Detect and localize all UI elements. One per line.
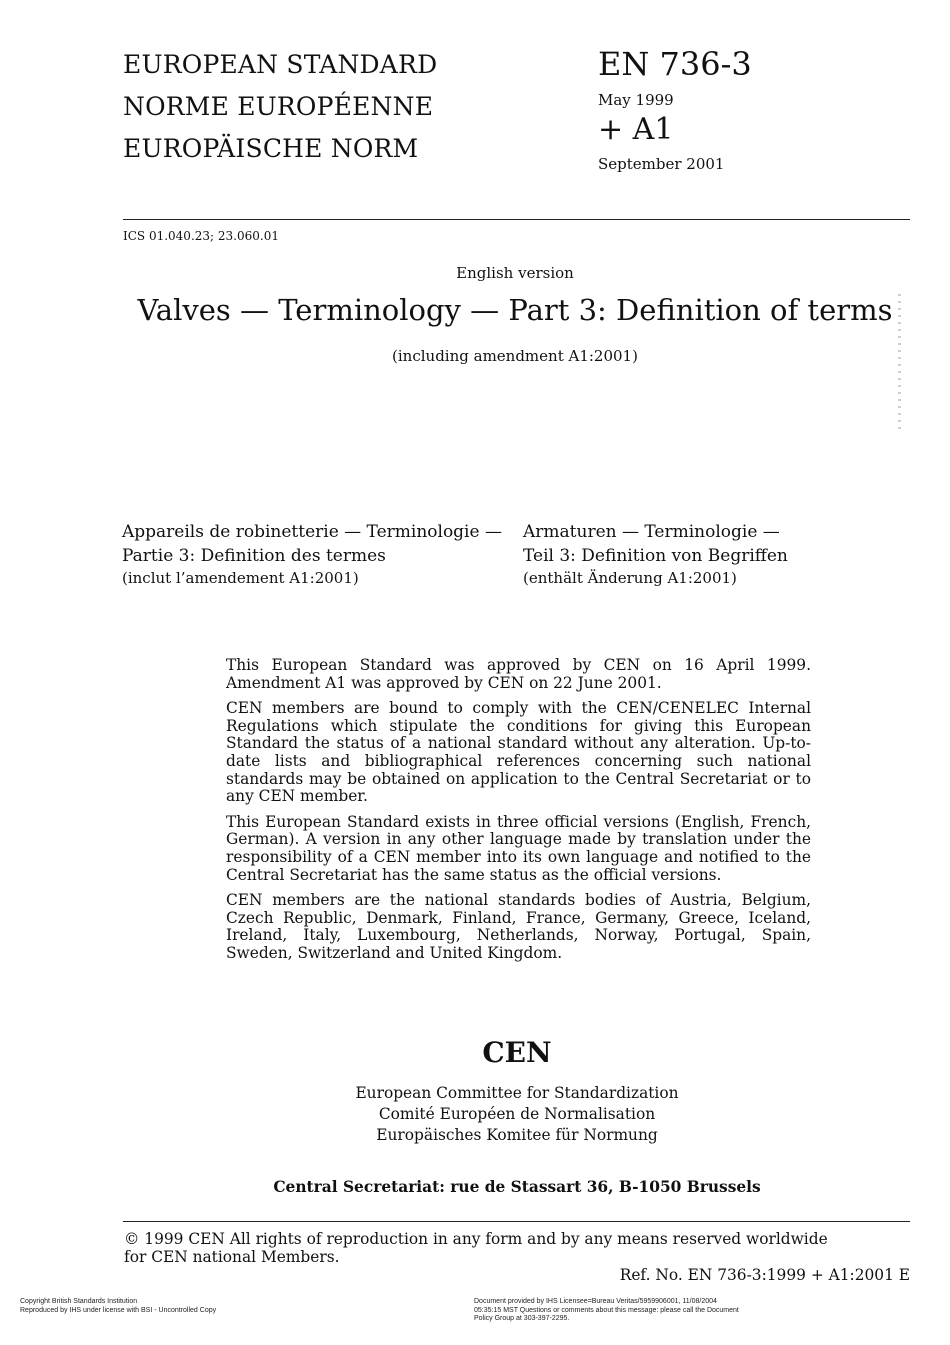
title-french	[122, 520, 502, 588]
reference-number: Ref. No. EN 736-3:1999 + A1:2001 E	[619, 1266, 910, 1284]
standard-names	[123, 44, 437, 170]
standard-id-block	[598, 44, 752, 174]
approval-paragraph: This European Standard was approved by CEN on 16 April 1999. Amendment A1 was approved by CEN on 22 June 2001.	[226, 656, 811, 692]
title-german-line1: Armaturen — Terminologie —	[523, 522, 780, 542]
document-title: Valves — Terminology — Part 3: Definition of terms	[137, 293, 893, 327]
cen-name-en: European Committee for Standardization	[355, 1084, 679, 1102]
footer-line: Policy Group at 303-397-2295.	[474, 1315, 570, 1322]
margin-watermark	[898, 294, 901, 430]
footer-left	[20, 1298, 216, 1315]
approval-paragraph: CEN members are bound to comply with the CEN/CENELEC Internal Regulations which stipulate the conditions for giving this European Standard the status of a national standard without any alteration. Up-to-date lists and bibliographical references concerning such national standards may be obtained on application to the Central Secretariat or to any CEN member.	[226, 699, 811, 806]
title-german	[523, 520, 788, 588]
cen-name-de: Europäisches Komitee für Normung	[376, 1126, 658, 1144]
standard-name-en: EUROPEAN STANDARD	[123, 50, 438, 79]
approval-text	[226, 657, 811, 971]
cen-names	[0, 1083, 950, 1146]
language-version: English version	[456, 264, 574, 282]
ics-codes: ICS 01.040.23; 23.060.01	[123, 229, 279, 243]
approval-paragraph: This European Standard exists in three official versions (English, French, German). A version in any other language made by translation under the responsibility of a CEN member into its own language and notified to the Central Secretariat has the same status as the official versions.	[226, 812, 811, 884]
cen-logo: CEN	[482, 1036, 552, 1069]
amendment-label: + A1	[598, 112, 674, 147]
footer-line: 05:35:15 MST Questions or comments about this message: please call the Document	[474, 1306, 739, 1314]
footer-right	[474, 1298, 804, 1324]
amendment-date: September 2001	[598, 155, 725, 173]
approval-paragraph: CEN members are the national standards bodies of Austria, Belgium, Czech Republic, Denmark, Finland, France, Germany, Greece, Iceland, Ireland, Italy, Luxembourg, Netherlands, Norway, Portugal, Spain, Sweden, Switzerland and United Kingdom.	[226, 891, 811, 962]
central-secretariat: Central Secretariat: rue de Stassart 36, B-1050 Brussels	[273, 1178, 761, 1196]
standard-name-fr: NORME EUROPÉENNE	[123, 92, 434, 121]
footer-line: Copyright British Standards Institution	[20, 1298, 138, 1305]
footer-line: Reproduced by IHS under license with BSI - Uncontrolled Copy	[20, 1306, 217, 1314]
document-subtitle: (including amendment A1:2001)	[392, 347, 638, 365]
footer-line: Document provided by IHS Licensee=Bureau Veritas/5959906001, 11/08/2004	[474, 1298, 717, 1305]
bottom-divider	[123, 1221, 910, 1222]
standard-number: EN 736-3	[598, 45, 752, 83]
title-german-line2: Teil 3: Definition von Begriffen	[523, 546, 788, 566]
title-french-line2: Partie 3: Definition des termes	[122, 546, 386, 566]
top-divider	[123, 219, 910, 220]
title-german-note: (enthält Änderung A1:2001)	[523, 569, 737, 587]
standard-name-de: EUROPÄISCHE NORM	[123, 134, 419, 163]
title-french-note: (inclut l’amendement A1:2001)	[122, 569, 359, 587]
standard-date: May 1999	[598, 91, 674, 109]
copyright-notice: © 1999 CEN All rights of reproduction in any form and by any means reserved worldwide for CEN national Members.	[124, 1230, 828, 1266]
title-french-line1: Appareils de robinetterie — Terminologie —	[122, 522, 502, 542]
cen-name-fr: Comité Européen de Normalisation	[378, 1105, 656, 1123]
